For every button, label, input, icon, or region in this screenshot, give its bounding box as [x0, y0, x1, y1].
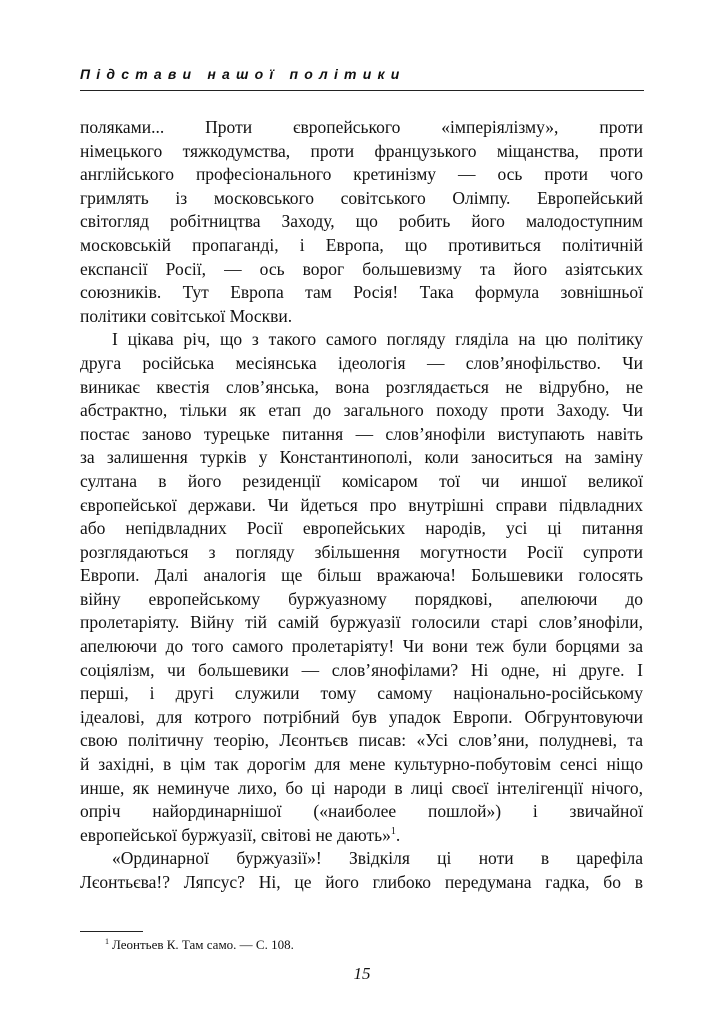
- text-line: або непідвладних Росії европейських народів, усі ці питання: [80, 518, 643, 539]
- header-rule: [80, 90, 644, 91]
- text-line: й західні, в цім так дорогім для мене культурно-побутовім сенсі ніщо: [80, 754, 643, 775]
- text-line: розглядаються з погляду збільшення могутности Росії супроти: [80, 541, 643, 562]
- text-line: [80, 824, 643, 848]
- text-line: виникає квестія слов’янська, вона розглядається не відрубно, не: [80, 376, 643, 397]
- text-line: свою політичну теорію, Лєонтьєв писав: «Усі слов’яни, полудневі, та: [80, 730, 643, 751]
- footnote: [105, 937, 294, 953]
- sentence-end: .: [395, 824, 401, 845]
- footnote-reference[interactable]: 1: [390, 825, 396, 837]
- text-line: пролетаріяту. Війну тій самій буржуазії голосили старі слов’янофіли,: [80, 612, 643, 633]
- text-line-content: европейської буржуазії, світові не дають»: [80, 824, 391, 845]
- text-line: англійського професіонального кретинізму — ось проти чого: [80, 164, 643, 185]
- text-line: експансії Росії, — ось ворог большевизму та його азіятських: [80, 258, 643, 279]
- text-line: німецького тяжкодумства, проти французького міщанства, проти: [80, 140, 643, 161]
- text-line: ідеалові, для котрого потрібний був упадок Европи. Обгрунтовуючи: [80, 706, 643, 727]
- text-line: перші, і другі служили тому самому національно-російському: [80, 683, 643, 704]
- text-line: соціялізм, чи большевики — слов’янофілами? Ні одне, ні друге. І: [80, 659, 643, 680]
- footnote-marker: 1: [105, 936, 109, 946]
- footnote-text: Леонтьев К. Там само. — С. 108.: [112, 937, 294, 952]
- text-line: за залишення турків у Константинополі, коли заноситься на заміну: [80, 447, 643, 468]
- main-text: [80, 116, 643, 895]
- text-line: друга російська месіянська ідеологія — слов’янофільство. Чи: [80, 352, 643, 373]
- text-line: постає заново турецьке питання — слов’янофіли виступають навіть: [80, 423, 643, 444]
- text-line: апелюючи до того самого пролетаріяту! Чи вони теж були борцями за: [80, 636, 643, 657]
- text-line: московській пропаганді, і Европа, що противиться політичній: [80, 234, 643, 255]
- footnote-separator: [80, 931, 143, 932]
- text-line: І цікава річ, що з такого самого погляду гляділа на цю політику: [112, 329, 643, 350]
- text-line: Лєонтьєва!? Ляпсус? Ні, це його глибоко передумана гадка, бо в: [80, 872, 643, 892]
- text-line: опріч найординарнішої («наиболее пошлой») і звичайної: [80, 801, 643, 822]
- page-number: 15: [353, 964, 371, 983]
- text-line: Европи. Далі аналогія ще більш вражаюча! Большевики голосять: [80, 565, 643, 586]
- running-header: Підстави нашої політики: [80, 66, 406, 82]
- text-line: європейської держави. Чи йдеться про внутрішні справи підвладних: [80, 494, 643, 515]
- text-line: світогляд робітництва Заходу, що робить його малодоступним: [80, 211, 643, 232]
- text-line: гримлять із московського совітського Олімпу. Европейський: [80, 187, 643, 208]
- text-line: султана в його резиденції комісаром тої чи иншої великої: [80, 470, 643, 491]
- text-line: поляками... Проти європейського «імперіялізму», проти: [80, 117, 643, 137]
- text-line: «Ординарної буржуазії»! Звідкіля ці ноти в царефіла: [112, 848, 643, 869]
- text-line: війну европейському буржуазному порядкові, апелюючи до: [80, 588, 643, 609]
- text-line: абстрактно, тільки як етап до загального походу проти Заходу. Чи: [80, 400, 643, 421]
- text-line: инше, як неминуче лихо, бо ці народи в лиці своєї інтелігенції нічого,: [80, 777, 643, 798]
- text-line: союзників. Тут Европа там Росія! Така формула зовнішньої: [80, 282, 643, 303]
- text-line: політики совітської Москви.: [80, 305, 293, 326]
